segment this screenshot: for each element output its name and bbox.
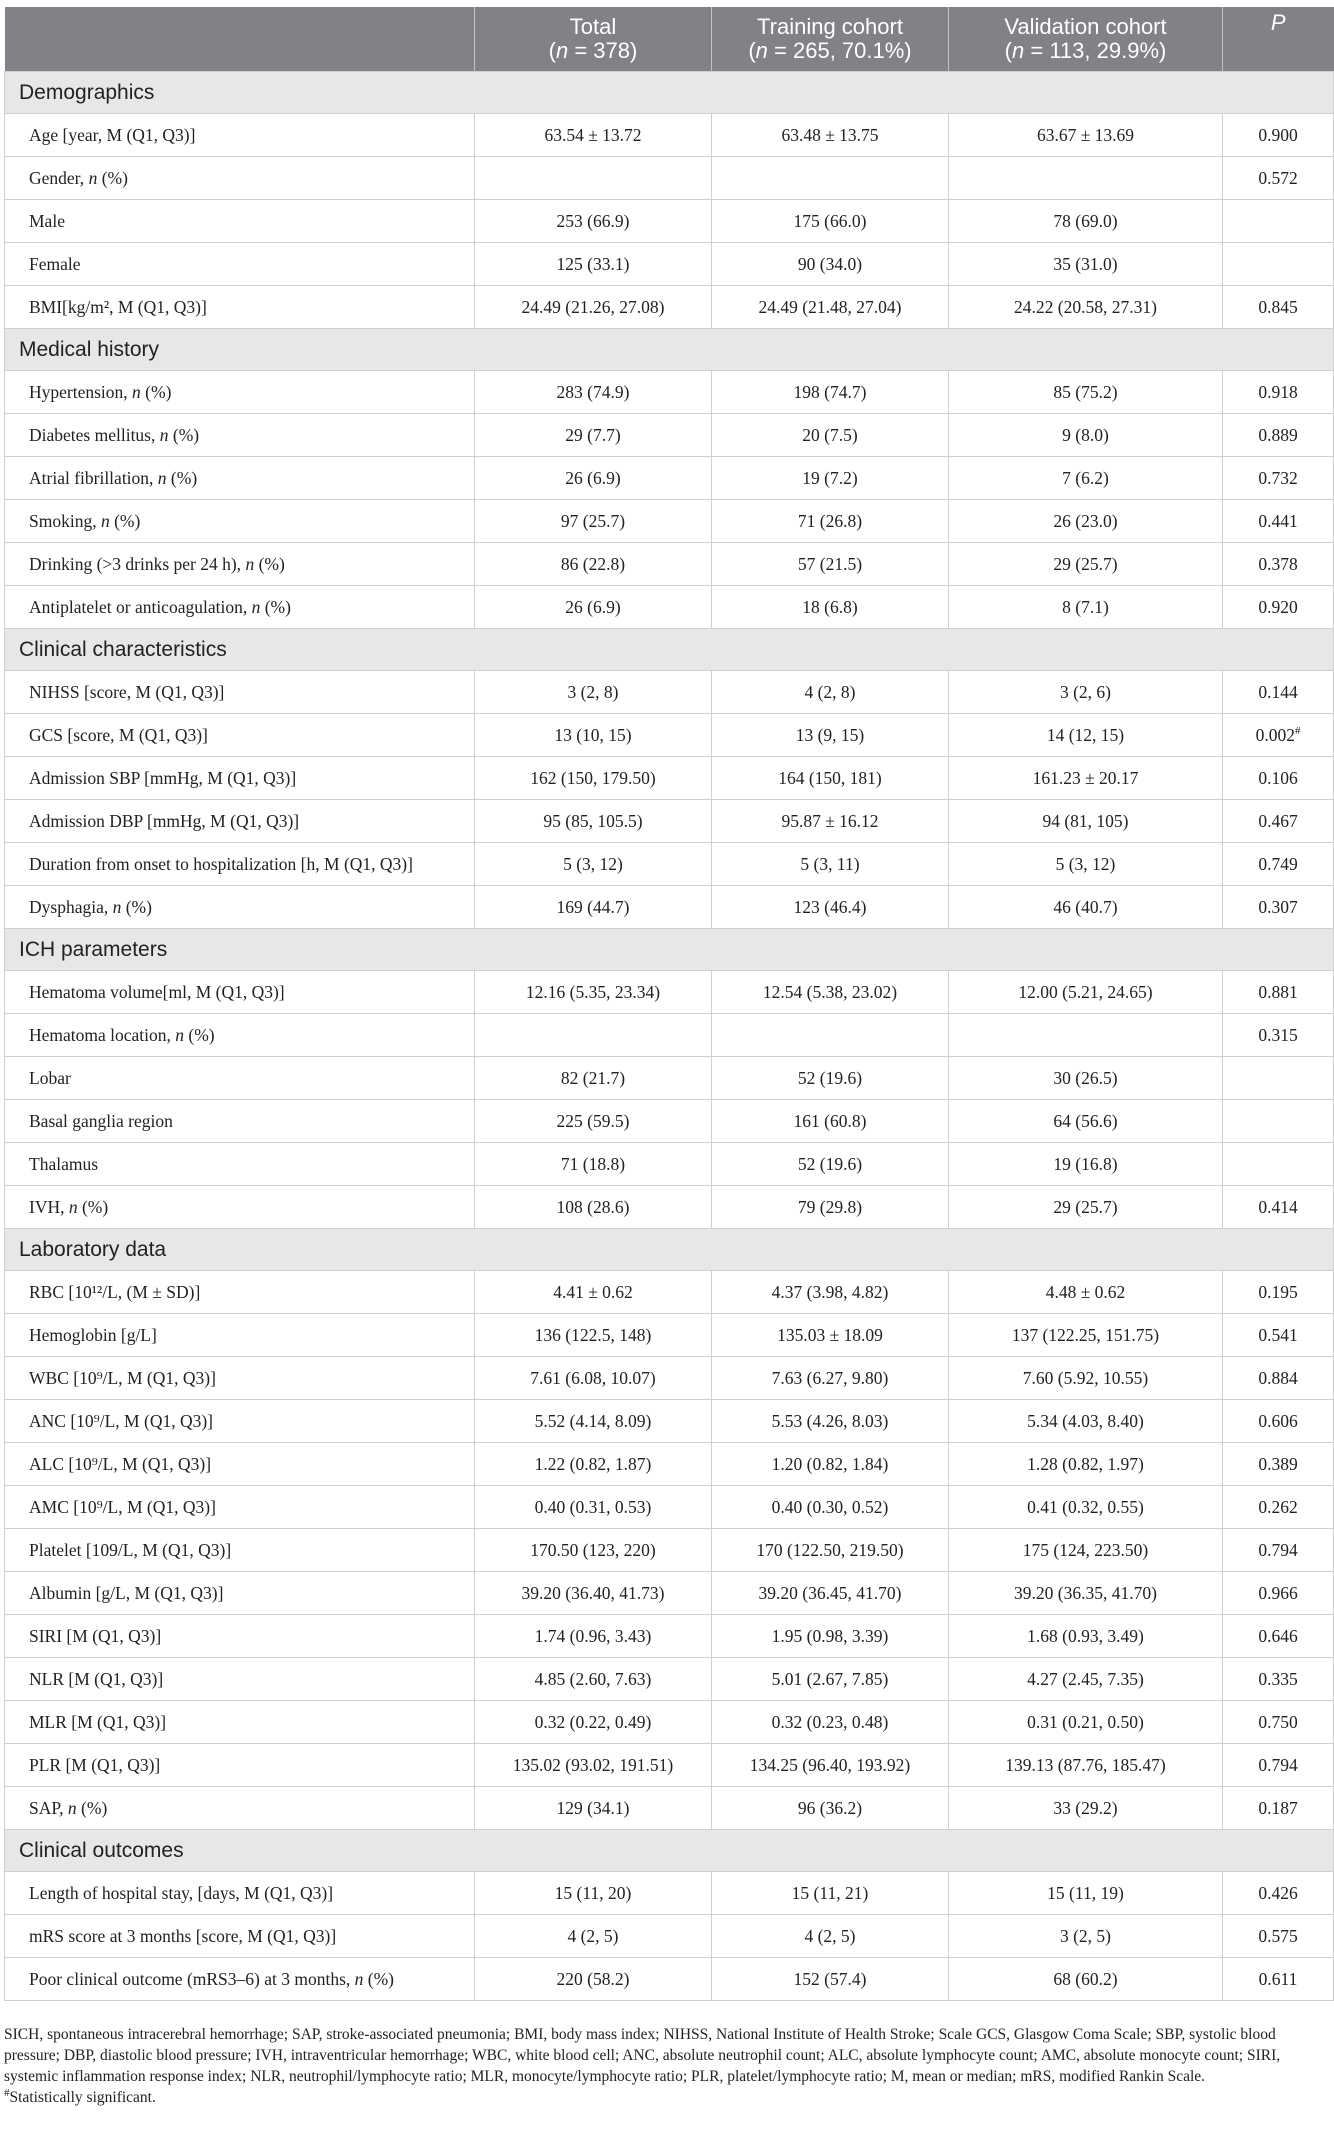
total-value: 125 (33.1)	[475, 243, 712, 286]
row-label: SIRI [M (Q1, Q3)]	[5, 1615, 475, 1658]
p-value: 0.646	[1223, 1615, 1334, 1658]
training-value: 95.87 ± 16.12	[712, 800, 949, 843]
row-label: Albumin [g/L, M (Q1, Q3)]	[5, 1572, 475, 1615]
table-row	[5, 200, 1334, 243]
training-value: 5.01 (2.67, 7.85)	[712, 1658, 949, 1701]
total-value: 63.54 ± 13.72	[475, 114, 712, 157]
training-value	[712, 157, 949, 200]
training-value: 71 (26.8)	[712, 500, 949, 543]
validation-value: 29 (25.7)	[949, 1186, 1223, 1229]
training-value: 161 (60.8)	[712, 1100, 949, 1143]
validation-value: 46 (40.7)	[949, 886, 1223, 929]
total-value: 169 (44.7)	[475, 886, 712, 929]
p-value: 0.389	[1223, 1443, 1334, 1486]
training-value: 4 (2, 8)	[712, 671, 949, 714]
row-label: AMC [10⁹/L, M (Q1, Q3)]	[5, 1486, 475, 1529]
training-value: 5.53 (4.26, 8.03)	[712, 1400, 949, 1443]
p-value: 0.794	[1223, 1529, 1334, 1572]
row-label: Drinking (>3 drinks per 24 h), n (%)	[5, 543, 475, 586]
table-row	[5, 757, 1334, 800]
p-value: 0.144	[1223, 671, 1334, 714]
validation-value: 26 (23.0)	[949, 500, 1223, 543]
p-value: 0.467	[1223, 800, 1334, 843]
training-value: 135.03 ± 18.09	[712, 1314, 949, 1357]
p-value	[1223, 1143, 1334, 1186]
table-row	[5, 1100, 1334, 1143]
training-value: 164 (150, 181)	[712, 757, 949, 800]
total-value: 95 (85, 105.5)	[475, 800, 712, 843]
total-value: 5 (3, 12)	[475, 843, 712, 886]
table-row	[5, 1443, 1334, 1486]
table-row	[5, 671, 1334, 714]
total-value: 220 (58.2)	[475, 1958, 712, 2001]
section-header-row	[5, 629, 1334, 671]
total-value: 0.32 (0.22, 0.49)	[475, 1701, 712, 1744]
p-value: 0.732	[1223, 457, 1334, 500]
total-value: 4.85 (2.60, 7.63)	[475, 1658, 712, 1701]
row-label: GCS [score, M (Q1, Q3)]	[5, 714, 475, 757]
table-row	[5, 886, 1334, 929]
total-value: 12.16 (5.35, 23.34)	[475, 971, 712, 1014]
row-label: Female	[5, 243, 475, 286]
baseline-characteristics-table-container	[4, 7, 1333, 2001]
training-value: 7.63 (6.27, 9.80)	[712, 1357, 949, 1400]
section-header-row	[5, 1830, 1334, 1872]
header-variable	[5, 7, 475, 72]
p-value: 0.195	[1223, 1271, 1334, 1314]
table-row	[5, 500, 1334, 543]
table-row	[5, 1615, 1334, 1658]
training-value: 13 (9, 15)	[712, 714, 949, 757]
training-value: 170 (122.50, 219.50)	[712, 1529, 949, 1572]
training-value	[712, 1014, 949, 1057]
table-header-row	[5, 7, 1334, 72]
row-label: Hematoma volume[ml, M (Q1, Q3)]	[5, 971, 475, 1014]
training-value: 19 (7.2)	[712, 457, 949, 500]
row-label: Admission SBP [mmHg, M (Q1, Q3)]	[5, 757, 475, 800]
row-label: NIHSS [score, M (Q1, Q3)]	[5, 671, 475, 714]
row-label: Gender, n (%)	[5, 157, 475, 200]
row-label: Hematoma location, n (%)	[5, 1014, 475, 1057]
validation-value	[949, 1014, 1223, 1057]
table-row	[5, 1486, 1334, 1529]
training-value: 4.37 (3.98, 4.82)	[712, 1271, 949, 1314]
row-label: Hypertension, n (%)	[5, 371, 475, 414]
table-body	[5, 72, 1334, 2001]
validation-value: 1.28 (0.82, 1.97)	[949, 1443, 1223, 1486]
table-row	[5, 1271, 1334, 1314]
row-label: Dysphagia, n (%)	[5, 886, 475, 929]
table-row	[5, 1186, 1334, 1229]
table-row	[5, 243, 1334, 286]
p-value: 0.414	[1223, 1186, 1334, 1229]
p-value: 0.611	[1223, 1958, 1334, 2001]
total-value: 13 (10, 15)	[475, 714, 712, 757]
total-value: 29 (7.7)	[475, 414, 712, 457]
total-value: 24.49 (21.26, 27.08)	[475, 286, 712, 329]
table-row	[5, 1787, 1334, 1830]
row-label: Poor clinical outcome (mRS3–6) at 3 months, n (%)	[5, 1958, 475, 2001]
p-value: 0.794	[1223, 1744, 1334, 1787]
validation-value: 85 (75.2)	[949, 371, 1223, 414]
p-value: 0.606	[1223, 1400, 1334, 1443]
validation-value: 29 (25.7)	[949, 543, 1223, 586]
total-value: 1.74 (0.96, 3.43)	[475, 1615, 712, 1658]
p-value	[1223, 1100, 1334, 1143]
row-label: Lobar	[5, 1057, 475, 1100]
p-value: 0.541	[1223, 1314, 1334, 1357]
training-value: 175 (66.0)	[712, 200, 949, 243]
total-value: 283 (74.9)	[475, 371, 712, 414]
validation-value	[949, 157, 1223, 200]
row-label: BMI[kg/m², M (Q1, Q3)]	[5, 286, 475, 329]
validation-value: 14 (12, 15)	[949, 714, 1223, 757]
total-value: 3 (2, 8)	[475, 671, 712, 714]
table-row	[5, 1143, 1334, 1186]
training-value: 52 (19.6)	[712, 1143, 949, 1186]
total-value: 129 (34.1)	[475, 1787, 712, 1830]
validation-value: 5.34 (4.03, 8.40)	[949, 1400, 1223, 1443]
training-value: 1.95 (0.98, 3.39)	[712, 1615, 949, 1658]
row-label: Admission DBP [mmHg, M (Q1, Q3)]	[5, 800, 475, 843]
table-row	[5, 800, 1334, 843]
p-value	[1223, 243, 1334, 286]
table-row	[5, 1872, 1334, 1915]
p-value: 0.884	[1223, 1357, 1334, 1400]
table-row	[5, 371, 1334, 414]
row-label: IVH, n (%)	[5, 1186, 475, 1229]
header-validation-cohort: Validation cohort (n = 113, 29.9%)	[949, 7, 1223, 72]
training-value: 12.54 (5.38, 23.02)	[712, 971, 949, 1014]
table-row	[5, 1400, 1334, 1443]
row-label: Antiplatelet or anticoagulation, n (%)	[5, 586, 475, 629]
p-value: 0.262	[1223, 1486, 1334, 1529]
validation-value: 30 (26.5)	[949, 1057, 1223, 1100]
training-value: 0.32 (0.23, 0.48)	[712, 1701, 949, 1744]
validation-value: 4.48 ± 0.62	[949, 1271, 1223, 1314]
row-label: SAP, n (%)	[5, 1787, 475, 1830]
p-value: 0.900	[1223, 114, 1334, 157]
table-row	[5, 114, 1334, 157]
training-value: 123 (46.4)	[712, 886, 949, 929]
total-value: 86 (22.8)	[475, 543, 712, 586]
table-row	[5, 714, 1334, 757]
validation-value: 139.13 (87.76, 185.47)	[949, 1744, 1223, 1787]
training-value: 52 (19.6)	[712, 1057, 949, 1100]
table-row	[5, 286, 1334, 329]
training-value: 15 (11, 21)	[712, 1872, 949, 1915]
section-header-row	[5, 72, 1334, 114]
validation-value: 1.68 (0.93, 3.49)	[949, 1615, 1223, 1658]
total-value: 136 (122.5, 148)	[475, 1314, 712, 1357]
row-label: Thalamus	[5, 1143, 475, 1186]
training-value: 63.48 ± 13.75	[712, 114, 949, 157]
validation-value: 64 (56.6)	[949, 1100, 1223, 1143]
validation-value: 12.00 (5.21, 24.65)	[949, 971, 1223, 1014]
p-value: 0.918	[1223, 371, 1334, 414]
validation-value: 3 (2, 6)	[949, 671, 1223, 714]
total-value: 4 (2, 5)	[475, 1915, 712, 1958]
row-label: ALC [10⁹/L, M (Q1, Q3)]	[5, 1443, 475, 1486]
training-value: 39.20 (36.45, 41.70)	[712, 1572, 949, 1615]
table-row	[5, 971, 1334, 1014]
p-value: 0.575	[1223, 1915, 1334, 1958]
training-value: 20 (7.5)	[712, 414, 949, 457]
total-value: 15 (11, 20)	[475, 1872, 712, 1915]
training-value: 96 (36.2)	[712, 1787, 949, 1830]
table-row	[5, 586, 1334, 629]
section-title: Clinical characteristics	[5, 629, 1334, 671]
table-footnote	[4, 2024, 1330, 2108]
p-value: 0.106	[1223, 757, 1334, 800]
total-value: 4.41 ± 0.62	[475, 1271, 712, 1314]
row-label: RBC [10¹²/L, (M ± SD)]	[5, 1271, 475, 1314]
section-title: Laboratory data	[5, 1229, 1334, 1271]
p-value: 0.881	[1223, 971, 1334, 1014]
section-header-row	[5, 1229, 1334, 1271]
total-value: 7.61 (6.08, 10.07)	[475, 1357, 712, 1400]
validation-value: 5 (3, 12)	[949, 843, 1223, 886]
p-value: 0.572	[1223, 157, 1334, 200]
training-value: 198 (74.7)	[712, 371, 949, 414]
validation-value: 94 (81, 105)	[949, 800, 1223, 843]
p-value: 0.441	[1223, 500, 1334, 543]
total-value: 26 (6.9)	[475, 457, 712, 500]
p-value	[1223, 1057, 1334, 1100]
total-value	[475, 157, 712, 200]
validation-value: 63.67 ± 13.69	[949, 114, 1223, 157]
validation-value: 35 (31.0)	[949, 243, 1223, 286]
section-header-row	[5, 329, 1334, 371]
total-value: 225 (59.5)	[475, 1100, 712, 1143]
row-label: NLR [M (Q1, Q3)]	[5, 1658, 475, 1701]
validation-value: 78 (69.0)	[949, 200, 1223, 243]
table-row	[5, 1744, 1334, 1787]
validation-value: 0.31 (0.21, 0.50)	[949, 1701, 1223, 1744]
training-value: 4 (2, 5)	[712, 1915, 949, 1958]
row-label: Male	[5, 200, 475, 243]
total-value	[475, 1014, 712, 1057]
row-label: Basal ganglia region	[5, 1100, 475, 1143]
section-header-row	[5, 929, 1334, 971]
table-row	[5, 1915, 1334, 1958]
total-value: 26 (6.9)	[475, 586, 712, 629]
training-value: 5 (3, 11)	[712, 843, 949, 886]
total-value: 135.02 (93.02, 191.51)	[475, 1744, 712, 1787]
table-row	[5, 1357, 1334, 1400]
row-label: WBC [10⁹/L, M (Q1, Q3)]	[5, 1357, 475, 1400]
p-value: 0.920	[1223, 586, 1334, 629]
table-row	[5, 843, 1334, 886]
training-value: 152 (57.4)	[712, 1958, 949, 2001]
validation-value: 24.22 (20.58, 27.31)	[949, 286, 1223, 329]
p-value: 0.845	[1223, 286, 1334, 329]
header-training-cohort: Training cohort (n = 265, 70.1%)	[712, 7, 949, 72]
row-label: PLR [M (Q1, Q3)]	[5, 1744, 475, 1787]
total-value: 162 (150, 179.50)	[475, 757, 712, 800]
table-row	[5, 1658, 1334, 1701]
validation-value: 4.27 (2.45, 7.35)	[949, 1658, 1223, 1701]
section-title: ICH parameters	[5, 929, 1334, 971]
validation-value: 19 (16.8)	[949, 1143, 1223, 1186]
table-row	[5, 157, 1334, 200]
baseline-characteristics-table	[4, 7, 1334, 2001]
header-p-value: P	[1223, 7, 1334, 72]
validation-value: 9 (8.0)	[949, 414, 1223, 457]
table-row	[5, 1314, 1334, 1357]
table-row	[5, 1057, 1334, 1100]
p-value: 0.307	[1223, 886, 1334, 929]
p-value: 0.002#	[1223, 714, 1334, 757]
total-value: 82 (21.7)	[475, 1057, 712, 1100]
validation-value: 7.60 (5.92, 10.55)	[949, 1357, 1223, 1400]
total-value: 253 (66.9)	[475, 200, 712, 243]
p-value: 0.966	[1223, 1572, 1334, 1615]
p-value: 0.749	[1223, 843, 1334, 886]
validation-value: 7 (6.2)	[949, 457, 1223, 500]
significance-note: #Statistically significant.	[4, 2086, 156, 2106]
table-row	[5, 457, 1334, 500]
table-row	[5, 1701, 1334, 1744]
total-value: 0.40 (0.31, 0.53)	[475, 1486, 712, 1529]
row-label: Length of hospital stay, [days, M (Q1, Q3)]	[5, 1872, 475, 1915]
p-value: 0.750	[1223, 1701, 1334, 1744]
total-value: 170.50 (123, 220)	[475, 1529, 712, 1572]
p-value: 0.889	[1223, 414, 1334, 457]
training-value: 57 (21.5)	[712, 543, 949, 586]
abbreviations-note: SICH, spontaneous intracerebral hemorrhage; SAP, stroke-associated pneumonia; BMI, body mass index; NIHSS, National Institute of Health Stroke; Scale GCS, Glasgow Coma Scale; SBP, systolic blood pressure; DBP, diastolic blood pressure; IVH, intraventricular hemorrhage; WBC, white blood cell; ANC, absolute neutrophil count; ALC, absolute lymphocyte count; AMC, absolute monocyte count; SIRI, systemic inflammation response index; NLR, neutrophil/lymphocyte ratio; MLR, monocyte/lymphocyte ratio; PLR, platelet/lymphocyte ratio; M, mean or median; mRS, modified Rankin Scale.	[4, 2026, 1281, 2085]
p-value: 0.315	[1223, 1014, 1334, 1057]
p-value: 0.187	[1223, 1787, 1334, 1830]
row-label: Platelet [109/L, M (Q1, Q3)]	[5, 1529, 475, 1572]
table-row	[5, 1958, 1334, 2001]
section-title: Demographics	[5, 72, 1334, 114]
row-label: mRS score at 3 months [score, M (Q1, Q3)]	[5, 1915, 475, 1958]
row-label: Age [year, M (Q1, Q3)]	[5, 114, 475, 157]
row-label: ANC [10⁹/L, M (Q1, Q3)]	[5, 1400, 475, 1443]
validation-value: 8 (7.1)	[949, 586, 1223, 629]
training-value: 79 (29.8)	[712, 1186, 949, 1229]
validation-value: 3 (2, 5)	[949, 1915, 1223, 1958]
table-row	[5, 1529, 1334, 1572]
total-value: 39.20 (36.40, 41.73)	[475, 1572, 712, 1615]
training-value: 0.40 (0.30, 0.52)	[712, 1486, 949, 1529]
validation-value: 33 (29.2)	[949, 1787, 1223, 1830]
validation-value: 137 (122.25, 151.75)	[949, 1314, 1223, 1357]
row-label: Duration from onset to hospitalization [h, M (Q1, Q3)]	[5, 843, 475, 886]
validation-value: 175 (124, 223.50)	[949, 1529, 1223, 1572]
total-value: 108 (28.6)	[475, 1186, 712, 1229]
table-row	[5, 543, 1334, 586]
training-value: 134.25 (96.40, 193.92)	[712, 1744, 949, 1787]
validation-value: 161.23 ± 20.17	[949, 757, 1223, 800]
training-value: 1.20 (0.82, 1.84)	[712, 1443, 949, 1486]
row-label: Diabetes mellitus, n (%)	[5, 414, 475, 457]
row-label: Hemoglobin [g/L]	[5, 1314, 475, 1357]
total-value: 5.52 (4.14, 8.09)	[475, 1400, 712, 1443]
header-total: Total (n = 378)	[475, 7, 712, 72]
total-value: 97 (25.7)	[475, 500, 712, 543]
section-title: Clinical outcomes	[5, 1830, 1334, 1872]
p-value: 0.378	[1223, 543, 1334, 586]
validation-value: 0.41 (0.32, 0.55)	[949, 1486, 1223, 1529]
training-value: 90 (34.0)	[712, 243, 949, 286]
table-row	[5, 414, 1334, 457]
total-value: 1.22 (0.82, 1.87)	[475, 1443, 712, 1486]
p-value: 0.335	[1223, 1658, 1334, 1701]
total-value: 71 (18.8)	[475, 1143, 712, 1186]
p-value	[1223, 200, 1334, 243]
table-row	[5, 1014, 1334, 1057]
table-row	[5, 1572, 1334, 1615]
row-label: MLR [M (Q1, Q3)]	[5, 1701, 475, 1744]
validation-value: 39.20 (36.35, 41.70)	[949, 1572, 1223, 1615]
training-value: 24.49 (21.48, 27.04)	[712, 286, 949, 329]
validation-value: 15 (11, 19)	[949, 1872, 1223, 1915]
p-value: 0.426	[1223, 1872, 1334, 1915]
row-label: Smoking, n (%)	[5, 500, 475, 543]
validation-value: 68 (60.2)	[949, 1958, 1223, 2001]
training-value: 18 (6.8)	[712, 586, 949, 629]
section-title: Medical history	[5, 329, 1334, 371]
row-label: Atrial fibrillation, n (%)	[5, 457, 475, 500]
